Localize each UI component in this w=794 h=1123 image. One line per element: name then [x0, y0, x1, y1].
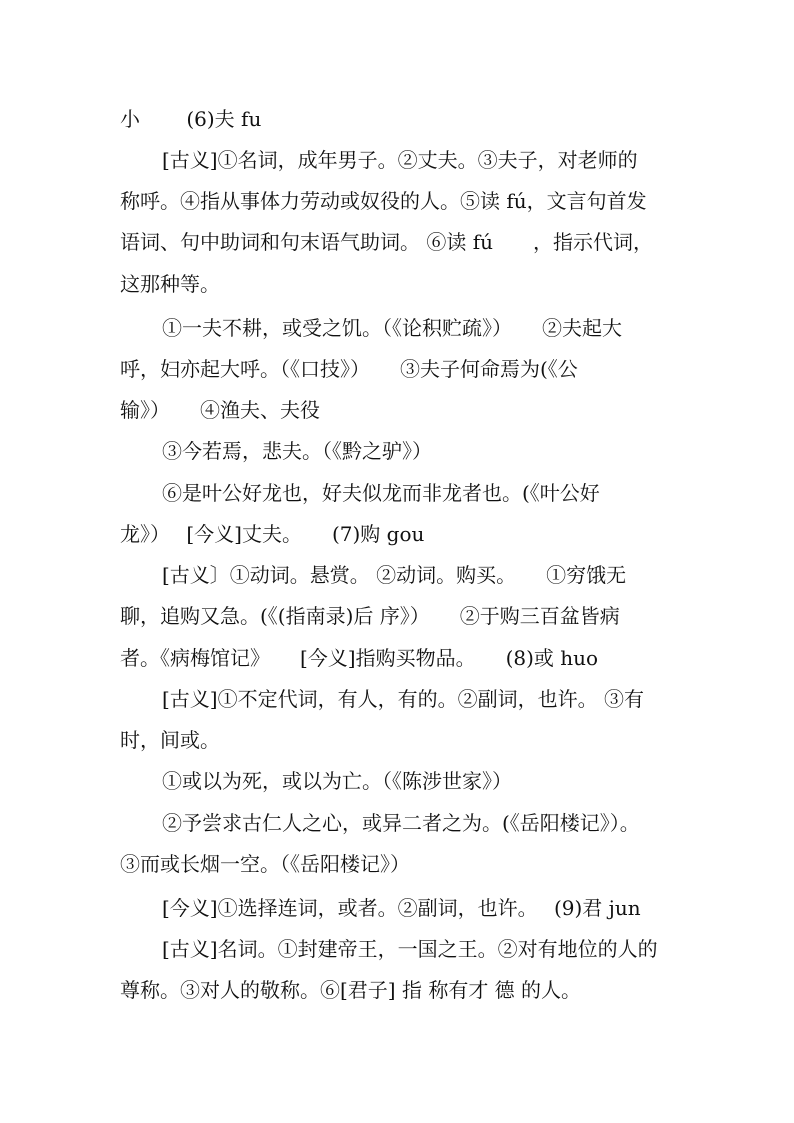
text-line-8: 输》） ④渔夫、夫役: [120, 398, 320, 422]
text-line-16: 时，间或。: [120, 728, 220, 752]
text-line-4: 语词、句中助词和句末语气助词。 ⑥读 fú ，指示代词，: [120, 230, 653, 254]
text-line-20: [今义]①选择连词，或者。②副词，也许。 (9)君 jun: [162, 896, 641, 920]
text-line-7: 呼，妇亦起大呼。（《口技》） ③夫子何命焉为(《公: [120, 357, 578, 381]
text-line-14: 者。《病梅馆记》 [今义]指购买物品。 (8)或 huo: [120, 646, 599, 670]
text-line-5: 这那种等。: [120, 272, 220, 296]
text-line-10: ⑥是叶公好龙也，好夫似龙而非龙者也。(《叶公好: [162, 481, 600, 505]
text-line-6: ①一夫不耕，或受之饥。（《论积贮疏》） ②夫起大: [162, 316, 622, 340]
text-line-15: [古义]①不定代词，有人，有的。②副词，也许。 ③有: [162, 687, 644, 711]
text-line-11: 龙》） [今义]丈夫。 (7)购 gou: [120, 522, 425, 546]
text-line-19: ③而或长烟一空。（《岳阳楼记》）: [120, 852, 410, 876]
text-line-1: 小 (6)夫 fu: [120, 107, 262, 131]
text-line-9: ③今若焉，悲夫。（《黔之驴》）: [162, 439, 432, 463]
text-line-12: [古义〕①动词。悬赏。 ②动词。购买。 ①穷饿无: [162, 563, 627, 587]
text-line-22: 尊称。③对人的敬称。⑥[君子] 指 称有才 德 的人。: [120, 978, 582, 1002]
text-line-2: [古义]①名词，成年男子。②丈夫。③夫子，对老师的: [162, 148, 638, 172]
text-line-3: 称呼。④指从事体力劳动或奴役的人。⑤读 fú，文言句首发: [120, 189, 647, 213]
text-line-18: ②予尝求古仁人之心，或异二者之为。(《岳阳楼记》）。: [162, 811, 640, 835]
text-line-17: ①或以为死，或以为亡。（《陈涉世家》）: [162, 769, 512, 793]
text-line-13: 聊，追购又急。(《(指南录)后 序》） ②于购三百盆皆病: [120, 604, 620, 628]
text-line-21: [古义]名词。①封建帝王，一国之王。②对有地位的人的: [162, 937, 658, 961]
